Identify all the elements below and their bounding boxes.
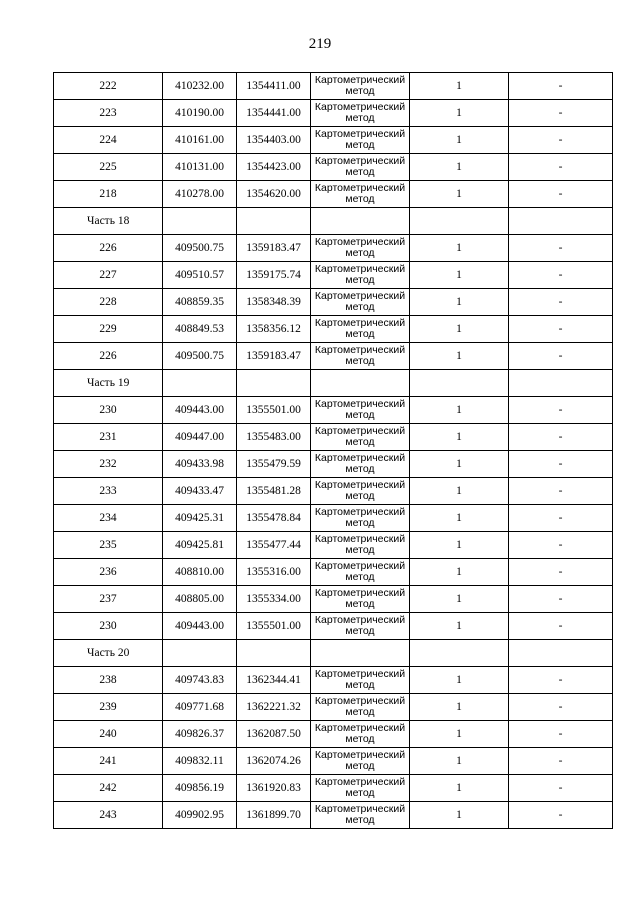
table-row (54, 478, 613, 505)
accuracy-cell: 1 (410, 613, 509, 640)
note-cell: - (509, 289, 613, 316)
empty-cell (509, 640, 613, 667)
method-cell: Картометрический метод (311, 451, 410, 478)
empty-cell (410, 370, 509, 397)
y-coordinate-cell: 1362074.26 (237, 748, 311, 775)
y-coordinate-cell: 1355501.00 (237, 613, 311, 640)
accuracy-cell: 1 (410, 343, 509, 370)
x-coordinate-cell: 409510.57 (163, 262, 237, 289)
table-row (54, 343, 613, 370)
table-row (54, 559, 613, 586)
method-cell: Картометрический метод (311, 100, 410, 127)
table-row (54, 775, 613, 802)
x-coordinate-cell: 409447.00 (163, 424, 237, 451)
x-coordinate-cell: 409902.95 (163, 802, 237, 829)
note-cell: - (509, 397, 613, 424)
point-number-cell: 226 (54, 343, 163, 370)
table-row (54, 154, 613, 181)
x-coordinate-cell: 409443.00 (163, 397, 237, 424)
point-number-cell: 225 (54, 154, 163, 181)
x-coordinate-cell: 410278.00 (163, 181, 237, 208)
x-coordinate-cell: 410161.00 (163, 127, 237, 154)
method-cell: Картометрический метод (311, 73, 410, 100)
note-cell: - (509, 73, 613, 100)
point-number-cell: 243 (54, 802, 163, 829)
y-coordinate-cell: 1359183.47 (237, 343, 311, 370)
note-cell: - (509, 451, 613, 478)
x-coordinate-cell: 409500.75 (163, 343, 237, 370)
y-coordinate-cell: 1355316.00 (237, 559, 311, 586)
empty-cell (410, 208, 509, 235)
y-coordinate-cell: 1355481.28 (237, 478, 311, 505)
note-cell: - (509, 613, 613, 640)
y-coordinate-cell: 1361899.70 (237, 802, 311, 829)
empty-cell (163, 208, 237, 235)
accuracy-cell: 1 (410, 694, 509, 721)
x-coordinate-cell: 409832.11 (163, 748, 237, 775)
method-cell: Картометрический метод (311, 424, 410, 451)
method-cell: Картометрический метод (311, 559, 410, 586)
empty-cell (237, 208, 311, 235)
method-cell: Картометрический метод (311, 613, 410, 640)
section-header-row (54, 640, 613, 667)
accuracy-cell: 1 (410, 181, 509, 208)
point-number-cell: 231 (54, 424, 163, 451)
accuracy-cell: 1 (410, 532, 509, 559)
note-cell: - (509, 478, 613, 505)
table-row (54, 505, 613, 532)
x-coordinate-cell: 409425.31 (163, 505, 237, 532)
note-cell: - (509, 424, 613, 451)
method-cell: Картометрический метод (311, 775, 410, 802)
x-coordinate-cell: 409433.98 (163, 451, 237, 478)
note-cell: - (509, 775, 613, 802)
section-header-row (54, 370, 613, 397)
y-coordinate-cell: 1355477.44 (237, 532, 311, 559)
point-number-cell: 230 (54, 613, 163, 640)
method-cell: Картометрический метод (311, 235, 410, 262)
table-row (54, 73, 613, 100)
table-row (54, 397, 613, 424)
accuracy-cell: 1 (410, 316, 509, 343)
table-row (54, 586, 613, 613)
accuracy-cell: 1 (410, 505, 509, 532)
note-cell: - (509, 154, 613, 181)
empty-cell (237, 640, 311, 667)
point-number-cell: 233 (54, 478, 163, 505)
accuracy-cell: 1 (410, 424, 509, 451)
table-row (54, 748, 613, 775)
accuracy-cell: 1 (410, 586, 509, 613)
accuracy-cell: 1 (410, 73, 509, 100)
y-coordinate-cell: 1359183.47 (237, 235, 311, 262)
y-coordinate-cell: 1355334.00 (237, 586, 311, 613)
method-cell: Картометрический метод (311, 694, 410, 721)
method-cell: Картометрический метод (311, 532, 410, 559)
accuracy-cell: 1 (410, 748, 509, 775)
point-number-cell: 222 (54, 73, 163, 100)
table-row (54, 424, 613, 451)
y-coordinate-cell: 1359175.74 (237, 262, 311, 289)
method-cell: Картометрический метод (311, 127, 410, 154)
note-cell: - (509, 343, 613, 370)
x-coordinate-cell: 409433.47 (163, 478, 237, 505)
accuracy-cell: 1 (410, 397, 509, 424)
x-coordinate-cell: 410190.00 (163, 100, 237, 127)
y-coordinate-cell: 1354423.00 (237, 154, 311, 181)
note-cell: - (509, 586, 613, 613)
section-label: Часть 20 (54, 640, 163, 667)
method-cell: Картометрический метод (311, 343, 410, 370)
x-coordinate-cell: 408859.35 (163, 289, 237, 316)
note-cell: - (509, 802, 613, 829)
point-number-cell: 240 (54, 721, 163, 748)
point-number-cell: 224 (54, 127, 163, 154)
empty-cell (311, 370, 410, 397)
point-number-cell: 241 (54, 748, 163, 775)
y-coordinate-cell: 1362087.50 (237, 721, 311, 748)
note-cell: - (509, 532, 613, 559)
x-coordinate-cell: 409856.19 (163, 775, 237, 802)
x-coordinate-cell: 409771.68 (163, 694, 237, 721)
table-row (54, 721, 613, 748)
table-row (54, 316, 613, 343)
note-cell: - (509, 721, 613, 748)
table-row (54, 289, 613, 316)
y-coordinate-cell: 1354620.00 (237, 181, 311, 208)
table-row (54, 532, 613, 559)
x-coordinate-cell: 410232.00 (163, 73, 237, 100)
table-row (54, 802, 613, 829)
note-cell: - (509, 235, 613, 262)
accuracy-cell: 1 (410, 289, 509, 316)
x-coordinate-cell: 409500.75 (163, 235, 237, 262)
x-coordinate-cell: 410131.00 (163, 154, 237, 181)
accuracy-cell: 1 (410, 100, 509, 127)
y-coordinate-cell: 1355479.59 (237, 451, 311, 478)
point-number-cell: 218 (54, 181, 163, 208)
accuracy-cell: 1 (410, 802, 509, 829)
coordinates-table-body (54, 73, 613, 829)
method-cell: Картометрический метод (311, 316, 410, 343)
y-coordinate-cell: 1354403.00 (237, 127, 311, 154)
note-cell: - (509, 100, 613, 127)
point-number-cell: 238 (54, 667, 163, 694)
point-number-cell: 234 (54, 505, 163, 532)
table-row (54, 451, 613, 478)
note-cell: - (509, 262, 613, 289)
point-number-cell: 228 (54, 289, 163, 316)
y-coordinate-cell: 1355478.84 (237, 505, 311, 532)
table-row (54, 181, 613, 208)
accuracy-cell: 1 (410, 235, 509, 262)
x-coordinate-cell: 408805.00 (163, 586, 237, 613)
empty-cell (509, 208, 613, 235)
note-cell: - (509, 181, 613, 208)
table-row (54, 667, 613, 694)
point-number-cell: 235 (54, 532, 163, 559)
accuracy-cell: 1 (410, 478, 509, 505)
empty-cell (311, 208, 410, 235)
note-cell: - (509, 127, 613, 154)
y-coordinate-cell: 1354441.00 (237, 100, 311, 127)
section-header-row (54, 208, 613, 235)
point-number-cell: 223 (54, 100, 163, 127)
accuracy-cell: 1 (410, 559, 509, 586)
method-cell: Картометрический метод (311, 505, 410, 532)
y-coordinate-cell: 1354411.00 (237, 73, 311, 100)
table-row (54, 100, 613, 127)
method-cell: Картометрический метод (311, 802, 410, 829)
y-coordinate-cell: 1358356.12 (237, 316, 311, 343)
accuracy-cell: 1 (410, 154, 509, 181)
empty-cell (509, 370, 613, 397)
section-label: Часть 18 (54, 208, 163, 235)
table-row (54, 694, 613, 721)
method-cell: Картометрический метод (311, 748, 410, 775)
point-number-cell: 236 (54, 559, 163, 586)
y-coordinate-cell: 1362221.32 (237, 694, 311, 721)
table-row (54, 613, 613, 640)
accuracy-cell: 1 (410, 262, 509, 289)
x-coordinate-cell: 409826.37 (163, 721, 237, 748)
note-cell: - (509, 316, 613, 343)
point-number-cell: 230 (54, 397, 163, 424)
empty-cell (163, 370, 237, 397)
point-number-cell: 239 (54, 694, 163, 721)
method-cell: Картометрический метод (311, 586, 410, 613)
method-cell: Картометрический метод (311, 262, 410, 289)
note-cell: - (509, 748, 613, 775)
empty-cell (311, 640, 410, 667)
note-cell: - (509, 667, 613, 694)
accuracy-cell: 1 (410, 127, 509, 154)
x-coordinate-cell: 408849.53 (163, 316, 237, 343)
accuracy-cell: 1 (410, 667, 509, 694)
section-label: Часть 19 (54, 370, 163, 397)
y-coordinate-cell: 1361920.83 (237, 775, 311, 802)
table-row (54, 127, 613, 154)
point-number-cell: 232 (54, 451, 163, 478)
method-cell: Картометрический метод (311, 154, 410, 181)
point-number-cell: 227 (54, 262, 163, 289)
y-coordinate-cell: 1358348.39 (237, 289, 311, 316)
y-coordinate-cell: 1362344.41 (237, 667, 311, 694)
table-row (54, 262, 613, 289)
point-number-cell: 242 (54, 775, 163, 802)
empty-cell (237, 370, 311, 397)
method-cell: Картометрический метод (311, 289, 410, 316)
y-coordinate-cell: 1355483.00 (237, 424, 311, 451)
method-cell: Картометрический метод (311, 721, 410, 748)
accuracy-cell: 1 (410, 775, 509, 802)
x-coordinate-cell: 409743.83 (163, 667, 237, 694)
empty-cell (163, 640, 237, 667)
coordinates-table (53, 72, 613, 829)
x-coordinate-cell: 409425.81 (163, 532, 237, 559)
note-cell: - (509, 559, 613, 586)
page-number: 219 (308, 36, 332, 52)
point-number-cell: 237 (54, 586, 163, 613)
note-cell: - (509, 694, 613, 721)
accuracy-cell: 1 (410, 451, 509, 478)
x-coordinate-cell: 409443.00 (163, 613, 237, 640)
point-number-cell: 226 (54, 235, 163, 262)
empty-cell (410, 640, 509, 667)
method-cell: Картометрический метод (311, 181, 410, 208)
method-cell: Картометрический метод (311, 397, 410, 424)
x-coordinate-cell: 408810.00 (163, 559, 237, 586)
point-number-cell: 229 (54, 316, 163, 343)
method-cell: Картометрический метод (311, 667, 410, 694)
method-cell: Картометрический метод (311, 478, 410, 505)
table-row (54, 235, 613, 262)
accuracy-cell: 1 (410, 721, 509, 748)
note-cell: - (509, 505, 613, 532)
y-coordinate-cell: 1355501.00 (237, 397, 311, 424)
